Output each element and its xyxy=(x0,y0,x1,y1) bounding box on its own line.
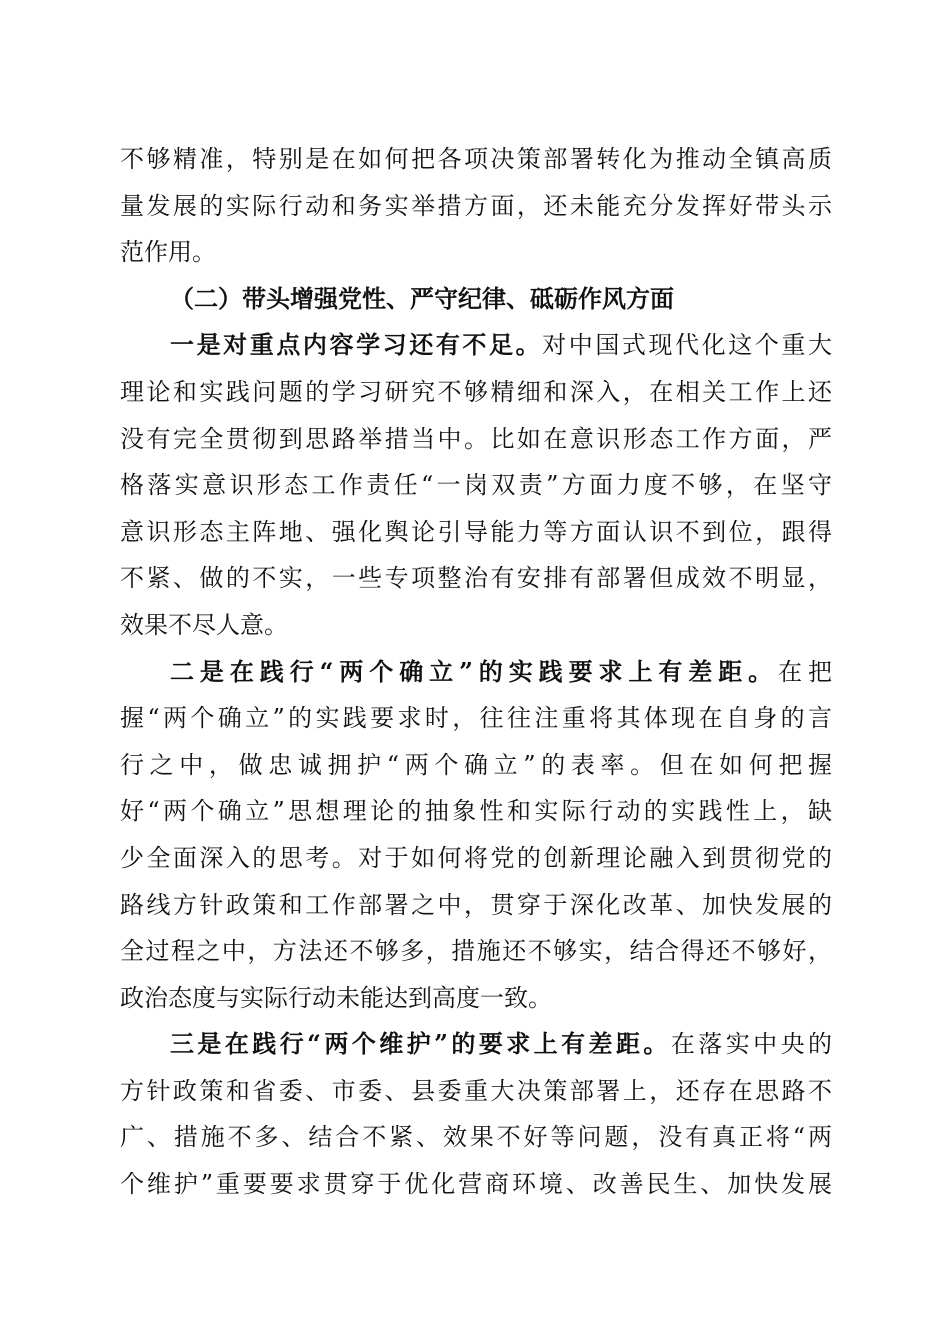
text-line: 好“两个确立”思想理论的抽象性和实际行动的实践性上，缺 xyxy=(120,797,832,826)
paragraph-lead: 二是在践行“两个确立”的实践要求上有差距。 xyxy=(170,656,779,686)
paragraph-first-line xyxy=(120,322,832,369)
text-line: 行之中，做忠诚拥护“两个确立”的表率。但在如何把握 xyxy=(120,750,832,779)
text-line: 效果不尽人意。 xyxy=(120,610,288,639)
text-line: 格落实意识形态工作责任“一岗双责”方面力度不够，在坚守 xyxy=(120,471,832,500)
text-line: 范作用。 xyxy=(120,238,216,267)
paragraph-first-line xyxy=(120,649,832,696)
text-line: 个维护”重要要求贯穿于优化营商环境、改善民生、加快发展 xyxy=(120,1170,832,1199)
text-line: 方针政策和省委、市委、县委重大决策部署上，还存在思路不 xyxy=(120,1076,832,1105)
document-body xyxy=(120,136,832,1208)
text-line: 全过程之中，方法还不够多，措施还不够实，结合得还不够好， xyxy=(120,937,832,966)
text-line: 量发展的实际行动和务实举措方面，还未能充分发挥好带头示 xyxy=(120,191,832,220)
paragraph-lead: 三是在践行“两个维护”的要求上有差距。 xyxy=(170,1029,671,1059)
section-heading: （二）带头增强党性、严守纪律、砥砺作风方面 xyxy=(170,283,674,313)
text-line: 政治态度与实际行动未能达到高度一致。 xyxy=(120,983,552,1012)
text-line: 广、措施不多、结合不紧、效果不好等问题，没有真正将“两 xyxy=(120,1123,832,1152)
text-line: 握“两个确立”的实践要求时，往往注重将其体现在自身的言 xyxy=(120,704,832,733)
text-line: 理论和实践问题的学习研究不够精细和深入，在相关工作上还 xyxy=(120,377,832,406)
text-line: 少全面深入的思考。对于如何将党的创新理论融入到贯彻党的 xyxy=(120,843,832,872)
paragraph-lead: 一是对重点内容学习还有不足。 xyxy=(170,330,543,360)
text-line: 路线方针政策和工作部署之中，贯穿于深化改革、加快发展的 xyxy=(120,890,832,919)
paragraph-text: 对中国式现代化这个重大 xyxy=(542,331,833,360)
text-line: 没有完全贯彻到思路举措当中。比如在意识形态工作方面，严 xyxy=(120,424,832,453)
paragraph-text: 在把 xyxy=(778,657,833,686)
text-line: 不够精准，特别是在如何把各项决策部署转化为推动全镇高质 xyxy=(120,145,832,173)
text-line: 不紧、做的不实，一些专项整治有安排有部署但成效不明显， xyxy=(120,564,832,593)
text-line: 意识形态主阵地、强化舆论引导能力等方面认识不到位，跟得 xyxy=(120,517,832,546)
paragraph-text: 在落实中央的 xyxy=(670,1030,833,1059)
paragraph-first-line xyxy=(120,1021,832,1068)
